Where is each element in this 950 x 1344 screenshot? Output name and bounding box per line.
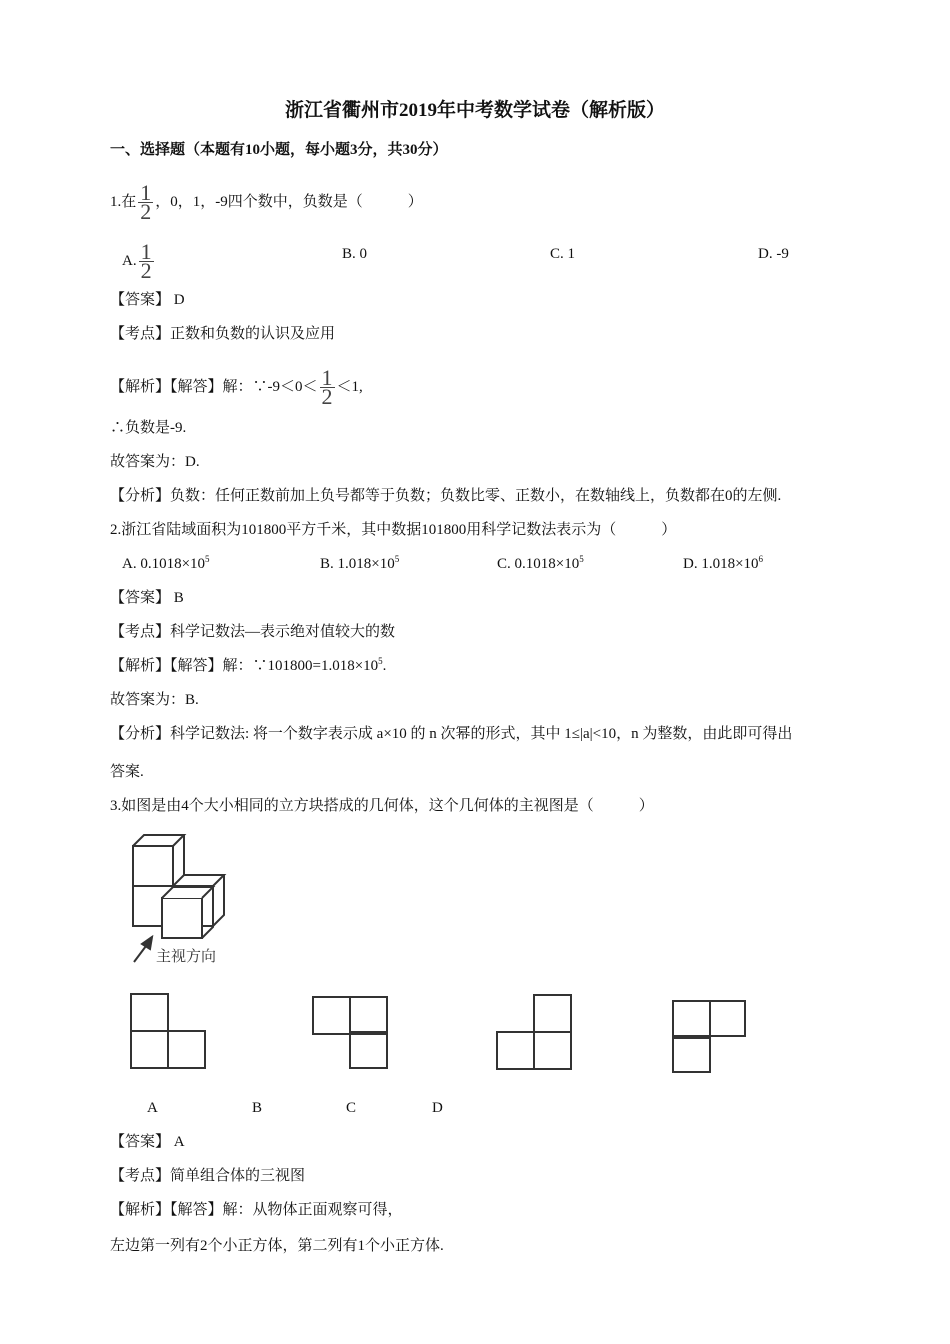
q1-jiexi — [110, 365, 363, 409]
q1-option-b: B. 0 — [342, 246, 368, 262]
option-b-text: B. 1.018×10 — [320, 556, 395, 572]
fraction-denominator: 2 — [140, 199, 152, 224]
q3-label-a: A — [147, 1100, 158, 1116]
page-title: 浙江省衢州市2019年中考数学试卷（解析版） — [284, 100, 665, 121]
q3-kaodian: 【考点】简单组合体的三视图 — [110, 1168, 306, 1184]
exponent: 5 — [378, 656, 383, 666]
q3-option-d-figure — [669, 997, 749, 1075]
fraction-denominator: 2 — [321, 384, 333, 409]
q3-stem: 3.如图是由4个大小相同的立方块搭成的几何体，这个几何体的主视图是（ ） — [110, 798, 654, 814]
q2-fenxi-2: 答案. — [110, 764, 144, 780]
q3-label-d: D — [432, 1100, 443, 1116]
q3-line2: 左边第一列有2个小正方体，第二列有1个小正方体. — [110, 1238, 444, 1254]
q2-option-b — [320, 554, 399, 574]
fraction-numerator: 1 — [321, 365, 333, 390]
q1-kaodian: 【考点】正数和负数的认识及应用 — [110, 326, 336, 342]
q2-option-a — [122, 554, 210, 574]
section-heading: 一、选择题（本题有10小题，每小题3分，共30分） — [110, 142, 448, 158]
option-a-text: A. 0.1018×10 — [122, 556, 206, 572]
q1-option-d: D. -9 — [758, 246, 789, 262]
fraction-numerator: 1 — [140, 239, 152, 264]
q3-solid-figure — [120, 828, 240, 973]
option-a-label: A. — [122, 252, 137, 269]
q2-line2: 故答案为：B. — [110, 692, 199, 708]
q3-answer: 【答案】 A — [110, 1134, 185, 1150]
q1-answer: 【答案】 D — [110, 292, 185, 308]
jiexi-suffix: ＜1, — [336, 378, 363, 395]
exponent: 5 — [394, 554, 400, 564]
option-d-text: D. 1.018×10 — [683, 556, 759, 572]
q3-option-b-figure — [309, 993, 391, 1071]
q1-option-c: C. 1 — [550, 246, 576, 262]
q3-jiexi: 【解析】【解答】解：从物体正面观察可得， — [110, 1202, 403, 1218]
exponent: 5 — [205, 554, 210, 564]
q1-fraction — [138, 180, 153, 224]
q2-stem: 2.浙江省陆域面积为101800平方千米，其中数据101800用科学记数法表示为（ ） — [110, 522, 677, 538]
q2-option-d — [683, 554, 763, 574]
q1-prefix: 1.在 — [110, 193, 137, 210]
jiexi-text: 【解析】【解答】解：∵101800=1.018×10 — [110, 658, 379, 674]
view-direction-label: 主视方向 — [156, 947, 217, 965]
jiexi-end: . — [382, 658, 387, 674]
q2-jiexi — [110, 656, 386, 676]
q2-kaodian: 【考点】科学记数法—表示绝对值较大的数 — [110, 624, 396, 640]
q3-label-b: B — [252, 1100, 263, 1116]
q3-option-a-figure — [126, 988, 210, 1070]
q1-option-a — [122, 239, 156, 283]
q1-stem — [110, 180, 423, 224]
jiexi-prefix: 【解析】【解答】解：∵-9＜0＜ — [110, 378, 318, 395]
q3-option-c-figure — [492, 991, 576, 1071]
q1-line2: ∴负数是-9. — [110, 420, 187, 436]
q2-option-c — [497, 554, 584, 574]
q2-fenxi-1: 【分析】科学记数法: 将一个数字表示成 a×10 的 n 次幂的形式，其中 1≤|a|<10，n 为整数，由此即可得出 — [110, 726, 793, 742]
q1-line3: 故答案为：D. — [110, 454, 200, 470]
option-a-fraction — [139, 239, 154, 283]
jiexi-fraction — [320, 365, 335, 409]
exponent: 5 — [579, 554, 584, 564]
option-c-text: C. 0.1018×10 — [497, 556, 580, 572]
fraction-denominator: 2 — [140, 258, 152, 283]
fraction-numerator: 1 — [140, 180, 152, 205]
q1-suffix: ，0，1，-9四个数中，负数是（ ） — [155, 193, 423, 210]
q3-label-c: C — [346, 1100, 357, 1116]
exponent: 6 — [758, 554, 764, 564]
q1-fenxi: 【分析】负数：任何正数前加上负号都等于负数；负数比零、正数小，在数轴线上，负数都在0的左侧. — [110, 488, 782, 504]
q2-answer: 【答案】 B — [110, 590, 184, 606]
